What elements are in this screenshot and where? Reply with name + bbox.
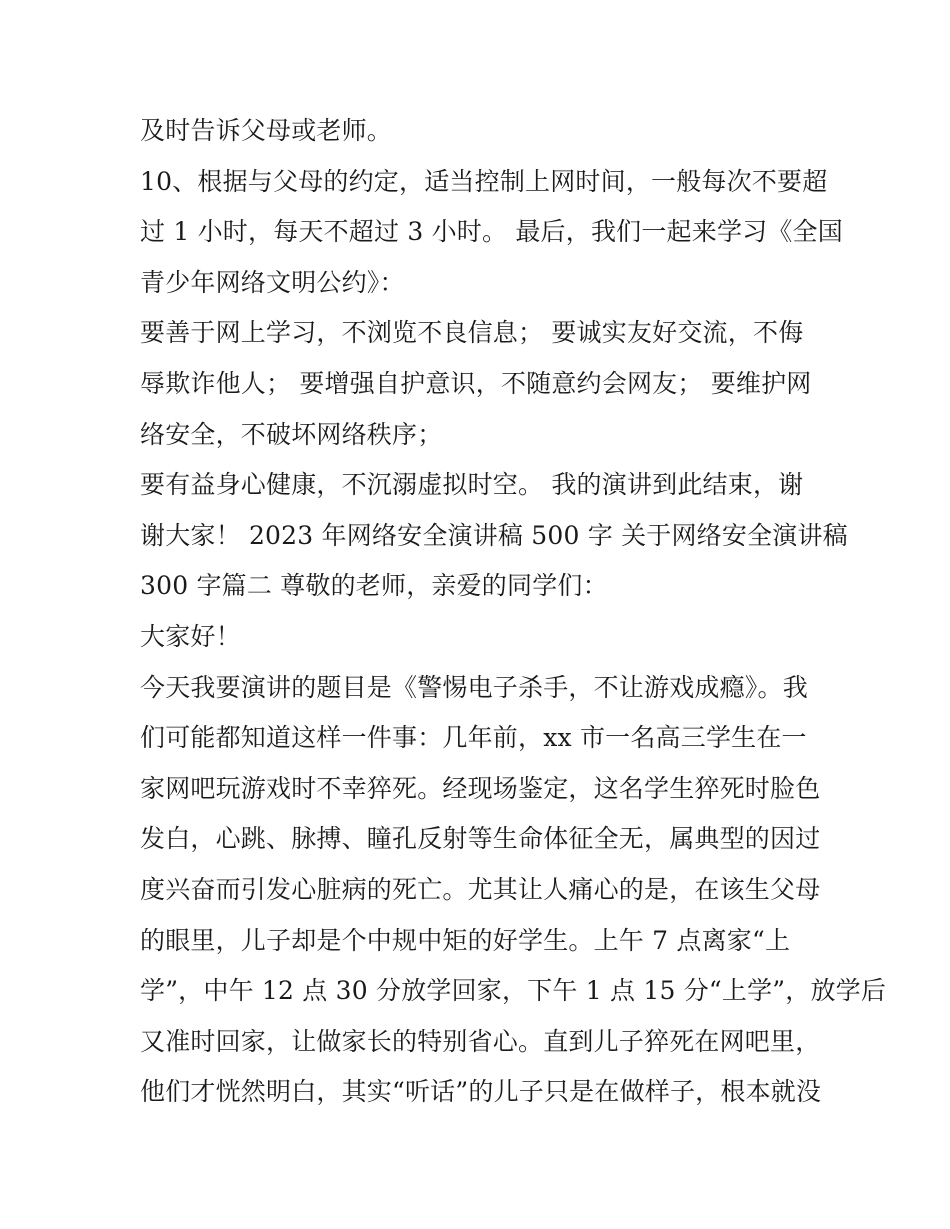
text-line-20: 他们才恍然明白，其实“听话”的儿子只是在做样子，根本就没: [140, 1077, 822, 1107]
text-line-9: 谢大家！ 2023 年网络安全演讲稿 500 字 关于网络安全演讲稿: [140, 520, 848, 550]
text-line-4: 青少年网络文明公约》：: [140, 267, 405, 297]
text-line-6: 辱欺诈他人； 要增强自护意识，不随意约会网友； 要维护网: [140, 368, 812, 398]
text-line-18: 学”，中午 12 点 30 分放学回家，下午 1 点 15 分“上学”，放学后: [140, 976, 887, 1006]
text-line-13: 们可能都知道这样一件事：几年前，xx 市一名高三学生在一: [140, 723, 807, 753]
document-body: [140, 106, 887, 1118]
text-line-17: 的眼里，儿子却是个中规中矩的好学生。上午 7 点离家“上: [140, 925, 791, 955]
text-line-2: 10、根据与父母的约定，适当控制上网时间，一般每次不要超: [140, 166, 828, 196]
text-line-19: 又准时回家，让做家长的特别省心。直到儿子猝死在网吧里，: [140, 1026, 821, 1056]
text-line-11: 大家好！: [140, 621, 241, 651]
text-line-7: 络安全，不破坏网络秩序；: [140, 419, 443, 449]
text-line-10: 300 字篇二 尊敬的老师，亲爱的同学们：: [140, 571, 608, 601]
text-line-8: 要有益身心健康，不沉溺虚拟时空。 我的演讲到此结束，谢: [140, 470, 804, 500]
text-line-12: 今天我要演讲的题目是《警惕电子杀手，不让游戏成瘾》。我: [140, 672, 808, 702]
text-line-16: 度兴奋而引发心脏病的死亡。尤其让人痛心的是，在该生父母: [140, 874, 821, 904]
text-line-14: 家网吧玩游戏时不幸猝死。经现场鉴定，这名学生猝死时脸色: [140, 773, 821, 803]
text-line-5: 要善于网上学习，不浏览不良信息； 要诚实友好交流，不侮: [140, 318, 804, 348]
text-line-1: 及时告诉父母或老师。: [140, 116, 393, 145]
text-line-15: 发白，心跳、脉搏、瞳孔反射等生命体征全无，属典型的因过: [140, 824, 821, 854]
text-line-3: 过 1 小时，每天不超过 3 小时。 最后，我们一起来学习《全国: [140, 217, 843, 247]
